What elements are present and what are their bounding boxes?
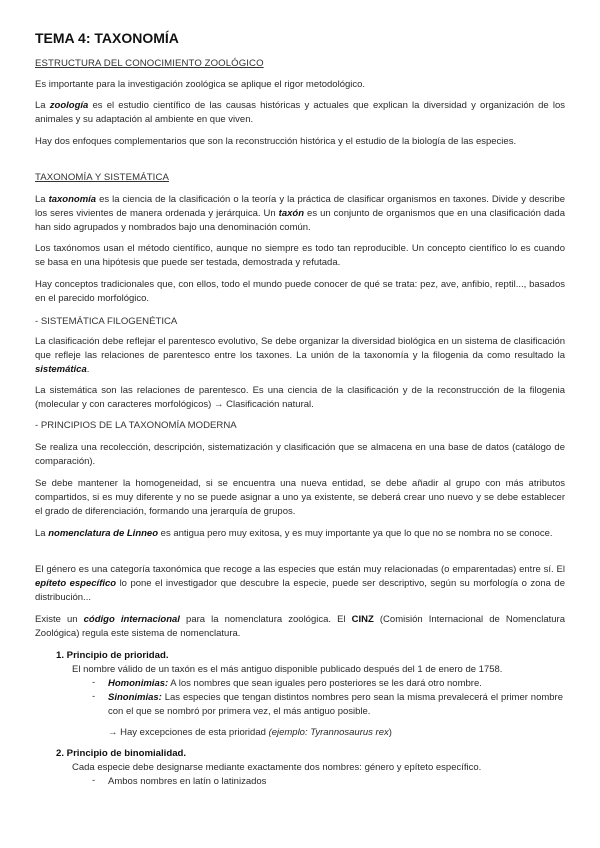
paragraph-sistematica: La clasificación debe reflejar el parentesco evolutivo, Se debe organizar la diversidad biológica en un sistema de clasificación que refleje las relaciones de parentesco entre los taxones. La unión de la taxonomía y la filogenia da como resultado la sistemática. (35, 336, 565, 375)
paragraph-linneo: La nomenclatura de Linneo es antigua pero muy exitosa, y es muy importante ya que lo que no se nombra no se conoce. (35, 528, 553, 539)
section-heading-principios: - PRINCIPIOS DE LA TAXONOMÍA MODERNA (35, 420, 237, 431)
paragraph: La sistemática son las relaciones de parentesco. Es una ciencia de la clasificación y de la reconstrucción de la filogenia (molecular y con caracteres morfológicos) → Clasificación natural. (35, 385, 565, 410)
section-heading-sistematica: - SISTEMÁTICA FILOGENÉTICA (35, 316, 178, 327)
paragraph: Hay conceptos tradicionales que, con ellos, todo el mundo puede conocer de qué se trata: pez, ave, anfibio, reptil..., basados en el parecido morfológico. (35, 279, 565, 304)
paragraph-zoologia: La zoología es el estudio científico de las causas históricas y actuales que explican la diversidad y organización de los animales y su adaptación al ambiente en que viven. (35, 100, 565, 125)
paragraph: Los taxónomos usan el método científico, aunque no siempre es todo tan reproducible. Un concepto científico lo es cuando se basa en una hipótesis que puede ser testada, demostrada y refutada. (35, 243, 565, 268)
section-heading-estructura: ESTRUCTURA DEL CONOCIMIENTO ZOOLÓGICO (35, 58, 264, 69)
bullet-homonimias: Homonimias: A los nombres que sean iguales pero posteriores se les dará otro nombre. (108, 678, 482, 689)
section-heading-taxonomia: TAXONOMÍA Y SISTEMÁTICA (35, 172, 169, 183)
paragraph-taxonomia: La taxonomía es la ciencia de la clasificación o la teoría y la práctica de clasificar organismos en taxones. Divide y describe los seres vivientes de manera ordenada y jerárquica. Un taxón es un conjunto de organismos que en una clasificación dada han sido agrupados y nombrados bajo una denominación común. (35, 194, 565, 233)
paragraph: Hay dos enfoques complementarios que son la reconstrucción histórica y el estudio de la biología de las especies. (35, 136, 517, 147)
bullet-dash: - (92, 775, 96, 786)
list-item-text: El nombre válido de un taxón es el más antiguo disponible publicado después del 1 de enero de 1758. (72, 664, 503, 675)
list-item-title-prioridad: 1. Principio de prioridad. (56, 650, 169, 661)
paragraph-codigo: Existe un código internacional para la nomenclatura zoológica. El CINZ (Comisión Internacional de Nomenclatura Zoológica) regula este sistema de nomenclatura. (35, 614, 566, 639)
list-item-text: Cada especie debe designarse mediante exactamente dos nombres: género y epíteto específico. (72, 762, 482, 773)
list-item-title-binomialidad: 2. Principio de binomialidad. (56, 748, 187, 759)
paragraph: Se realiza una recolección, descripción, sistematización y clasificación que se almacena en una base de datos (catálogo de comparación). (35, 442, 565, 467)
paragraph: Se debe mantener la homogeneidad, si se encuentra una nueva entidad, se debe añadir al grupo con más atributos compartidos, si es muy diferente y no se puede asignar a uno ya existente, se deberá crear uno nuevo y se debe establecer el grado de diferenciación, formando una jerarquía de grupos. (35, 478, 565, 517)
paragraph: Es importante para la investigación zoológica se aplique el rigor metodológico. (35, 79, 366, 90)
page-title: TEMA 4: TAXONOMÍA (35, 30, 179, 46)
bullet-dash: - (92, 691, 96, 702)
bullet-sinonimias: Sinonimias: Las especies que tengan distintos nombres pero sean la misma prevalecerá el primer nombre con el que se nombró por primera vez, el más antiguo posible. (108, 692, 563, 717)
bullet-dash: - (92, 677, 96, 688)
note-excepciones: → Hay excepciones de esta prioridad (ejemplo: Tyrannosaurus rex) (108, 727, 392, 738)
bullet-latin: Ambos nombres en latín o latinizados (108, 776, 267, 787)
paragraph-genero: El género es una categoría taxonómica que recoge a las especies que están muy relacionadas (o emparentadas) entre sí. El epíteto específico lo pone el investigador que descubre la especie, puede ser descriptivo, según su morfología o zona de distribución... (35, 564, 566, 603)
